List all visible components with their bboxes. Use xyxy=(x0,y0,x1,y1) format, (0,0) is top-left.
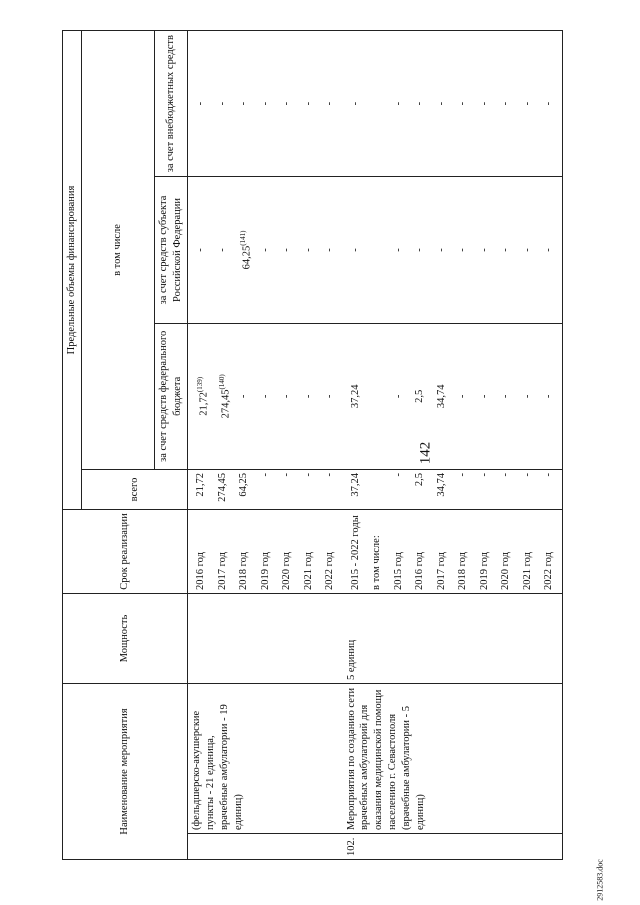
cell-value xyxy=(452,180,474,319)
cell-value xyxy=(517,327,539,466)
cell-text: - xyxy=(543,472,554,477)
cell-value xyxy=(452,513,474,590)
cell-value xyxy=(388,327,410,466)
cell-value xyxy=(345,34,367,173)
cell-text: - xyxy=(392,472,404,477)
header-funding: Предельные объемы финансирования xyxy=(63,31,82,510)
cell-text: - xyxy=(324,394,335,399)
cell-text: - xyxy=(500,394,511,399)
cell-value xyxy=(255,513,277,590)
cell-value xyxy=(212,327,234,466)
header-total: всего xyxy=(81,469,187,509)
row-name: Мероприятия по созданию сети врачебных амбулаторий для оказания медицинской помощи населению г. Севастополя (врачебные амбулатории - 5 единиц) xyxy=(343,683,563,833)
cell-value xyxy=(452,327,474,466)
cell-text: в том числе: xyxy=(371,535,382,590)
cell-value xyxy=(538,34,560,173)
row-federal xyxy=(188,323,343,469)
cell-value xyxy=(233,327,255,466)
cell-text: - xyxy=(414,101,425,106)
cell-text: - xyxy=(195,101,206,106)
cell-value xyxy=(319,473,341,506)
cell-text: - xyxy=(521,394,533,399)
header-power: Мощность xyxy=(63,593,188,683)
cell-value xyxy=(366,513,388,590)
cell-text: 2020 год xyxy=(281,552,292,590)
cell-value xyxy=(366,34,388,173)
cell-text: 274,45 xyxy=(216,472,228,502)
cell-value xyxy=(495,180,517,319)
cell-value xyxy=(517,180,539,319)
cell-value xyxy=(212,180,234,319)
cell-text: - xyxy=(543,248,554,252)
cell-value xyxy=(452,34,474,173)
cell-text: 2019 год xyxy=(259,552,271,590)
cell-text: 2016 год xyxy=(414,552,425,590)
cell-text: 274,45 xyxy=(220,389,231,419)
cell-value xyxy=(298,327,320,466)
cell-text: - xyxy=(521,248,533,252)
cell-value xyxy=(409,513,431,590)
cell-value xyxy=(345,473,367,506)
footnote-ref: (139) xyxy=(196,376,204,393)
cell-text: - xyxy=(216,101,228,106)
cell-text: - xyxy=(195,248,206,252)
cell-value xyxy=(495,473,517,506)
cell-value xyxy=(319,180,341,319)
cell-text: - xyxy=(521,101,533,106)
cell-text: - xyxy=(259,248,271,252)
cell-text: 2020 год xyxy=(500,552,511,590)
cell-value xyxy=(366,327,388,466)
header-extra: за счет внебюджетных средств xyxy=(155,31,188,177)
cell-value xyxy=(431,327,453,466)
row-extra xyxy=(343,31,563,177)
cell-text: 2022 год xyxy=(324,552,335,590)
cell-text: - xyxy=(392,394,404,399)
funding-table xyxy=(62,30,563,860)
cell-value xyxy=(538,473,560,506)
cell-text: - xyxy=(281,101,292,106)
cell-value xyxy=(298,473,320,506)
cell-value xyxy=(474,473,496,506)
cell-text: - xyxy=(324,248,335,252)
cell-value xyxy=(319,513,341,590)
cell-value xyxy=(517,513,539,590)
cell-value xyxy=(431,473,453,506)
row-name: (фельдшерско-акушерские пункты - 21 единица, врачебные амбулатории - 19 единиц) xyxy=(188,683,343,833)
cell-text: 2018 год xyxy=(238,552,249,590)
cell-text: - xyxy=(457,472,468,477)
header-federal: за счет средств федерального бюджета xyxy=(155,323,188,469)
cell-value xyxy=(190,180,212,319)
cell-text: - xyxy=(324,101,335,106)
row-number: 102. xyxy=(343,834,563,860)
cell-text: 2015 год xyxy=(392,552,404,590)
cell-text: - xyxy=(259,394,271,399)
row-total xyxy=(343,469,563,509)
cell-text: - xyxy=(543,394,554,399)
cell-text: 37,24 xyxy=(349,384,361,409)
cell-value xyxy=(212,513,234,590)
header-name: Наименование мероприятия xyxy=(63,683,188,859)
cell-value xyxy=(388,34,410,173)
cell-text: - xyxy=(521,472,533,477)
cell-text: - xyxy=(392,248,404,252)
cell-value xyxy=(538,513,560,590)
cell-text: 2,5 xyxy=(414,389,425,403)
row-periods xyxy=(188,509,343,593)
cell-text: 2021 год xyxy=(302,552,314,590)
row-regional xyxy=(343,177,563,323)
cell-value xyxy=(276,327,298,466)
cell-text: 64,25 xyxy=(241,245,253,270)
cell-text: - xyxy=(435,101,447,106)
cell-value xyxy=(345,513,367,590)
page-number: 142 xyxy=(417,441,434,465)
cell-value xyxy=(538,327,560,466)
cell-value xyxy=(474,513,496,590)
cell-text: 2017 год xyxy=(435,552,447,590)
header-period: Срок реализации xyxy=(63,509,188,593)
cell-value xyxy=(538,180,560,319)
cell-text: - xyxy=(457,248,468,252)
footnote-ref: (140) xyxy=(217,374,226,390)
cell-text: 2022 год xyxy=(543,552,554,590)
cell-value xyxy=(276,513,298,590)
header-including: в том числе xyxy=(81,31,154,470)
row-federal xyxy=(343,323,563,469)
row-number xyxy=(188,834,343,860)
cell-text: - xyxy=(259,472,271,477)
cell-value xyxy=(298,513,320,590)
cell-text: - xyxy=(302,248,314,252)
cell-value xyxy=(345,180,367,319)
cell-text: 34,74 xyxy=(435,384,447,409)
cell-value xyxy=(276,473,298,506)
cell-text: 34,74 xyxy=(435,472,447,497)
cell-value xyxy=(233,34,255,173)
cell-value xyxy=(366,473,388,506)
cell-text: - xyxy=(478,248,490,252)
header-regional: за счет средств субъекта Российской Федерации xyxy=(155,177,188,323)
cell-text: 2019 год xyxy=(478,552,490,590)
cell-text: 21,72 xyxy=(198,392,210,416)
cell-value xyxy=(517,34,539,173)
cell-text: 2021 год xyxy=(521,552,533,590)
cell-text: - xyxy=(349,101,361,106)
cell-value xyxy=(431,180,453,319)
cell-value xyxy=(276,34,298,173)
cell-text: 2018 год xyxy=(457,552,468,590)
cell-value xyxy=(495,34,517,173)
cell-value xyxy=(452,473,474,506)
cell-text: - xyxy=(435,248,447,252)
cell-text: - xyxy=(457,394,468,399)
cell-value xyxy=(409,34,431,173)
cell-value xyxy=(345,327,367,466)
cell-text: 2016 год xyxy=(195,552,206,590)
cell-value xyxy=(212,34,234,173)
cell-text: - xyxy=(281,394,292,399)
cell-text: - xyxy=(238,394,249,399)
cell-text: - xyxy=(543,101,554,106)
cell-text: - xyxy=(349,248,361,252)
cell-value xyxy=(366,180,388,319)
cell-text: 2015 - 2022 годы xyxy=(349,515,361,590)
cell-value xyxy=(298,180,320,319)
cell-text: - xyxy=(302,101,314,106)
cell-text: - xyxy=(500,248,511,252)
cell-text: - xyxy=(238,101,249,106)
cell-text: 21,72 xyxy=(195,472,206,497)
cell-value xyxy=(190,473,212,506)
cell-value xyxy=(190,34,212,173)
cell-text: - xyxy=(281,472,292,477)
cell-value xyxy=(298,34,320,173)
cell-value xyxy=(495,513,517,590)
cell-text: - xyxy=(392,101,404,106)
cell-value xyxy=(319,34,341,173)
cell-text: - xyxy=(500,101,511,106)
cell-value xyxy=(388,473,410,506)
cell-value xyxy=(474,34,496,173)
cell-value xyxy=(388,180,410,319)
row-power xyxy=(188,593,343,683)
table-row xyxy=(188,31,343,860)
cell-value xyxy=(190,327,212,466)
cell-value xyxy=(431,34,453,173)
cell-text: 2,5 xyxy=(414,472,425,487)
cell-value xyxy=(409,180,431,319)
cell-value xyxy=(409,327,431,466)
cell-text: - xyxy=(259,101,271,106)
cell-text: - xyxy=(302,472,314,477)
cell-text: 2017 год xyxy=(216,552,228,590)
cell-text: - xyxy=(414,248,425,252)
cell-value xyxy=(319,327,341,466)
row-total xyxy=(188,469,343,509)
cell-value xyxy=(255,34,277,173)
cell-value xyxy=(495,327,517,466)
cell-value xyxy=(517,473,539,506)
row-regional xyxy=(188,177,343,323)
table-row xyxy=(343,31,563,860)
cell-text: - xyxy=(478,472,490,477)
row-power: 5 единиц xyxy=(343,593,563,683)
rotated-page xyxy=(62,30,592,860)
cell-text: 37,24 xyxy=(349,472,361,497)
cell-value xyxy=(255,473,277,506)
cell-value xyxy=(212,473,234,506)
cell-text: - xyxy=(478,101,490,106)
cell-text: 64,25 xyxy=(238,472,249,497)
cell-text: - xyxy=(281,248,292,252)
cell-text: - xyxy=(500,472,511,477)
cell-text: - xyxy=(457,101,468,106)
cell-value xyxy=(388,513,410,590)
cell-value xyxy=(233,180,255,319)
footnote-ref: (141) xyxy=(239,230,247,246)
cell-value xyxy=(431,513,453,590)
cell-value xyxy=(409,473,431,506)
row-extra xyxy=(188,31,343,177)
cell-text: - xyxy=(478,394,490,399)
cell-text: - xyxy=(216,248,228,252)
cell-value xyxy=(233,473,255,506)
cell-value xyxy=(190,513,212,590)
cell-value xyxy=(255,327,277,466)
row-periods xyxy=(343,509,563,593)
cell-value xyxy=(474,327,496,466)
footer-document-id: 2912583.doc xyxy=(595,859,605,901)
cell-value xyxy=(276,180,298,319)
cell-value xyxy=(474,180,496,319)
cell-text: - xyxy=(302,394,314,399)
cell-value xyxy=(233,513,255,590)
cell-text: - xyxy=(324,472,335,477)
cell-value xyxy=(255,180,277,319)
